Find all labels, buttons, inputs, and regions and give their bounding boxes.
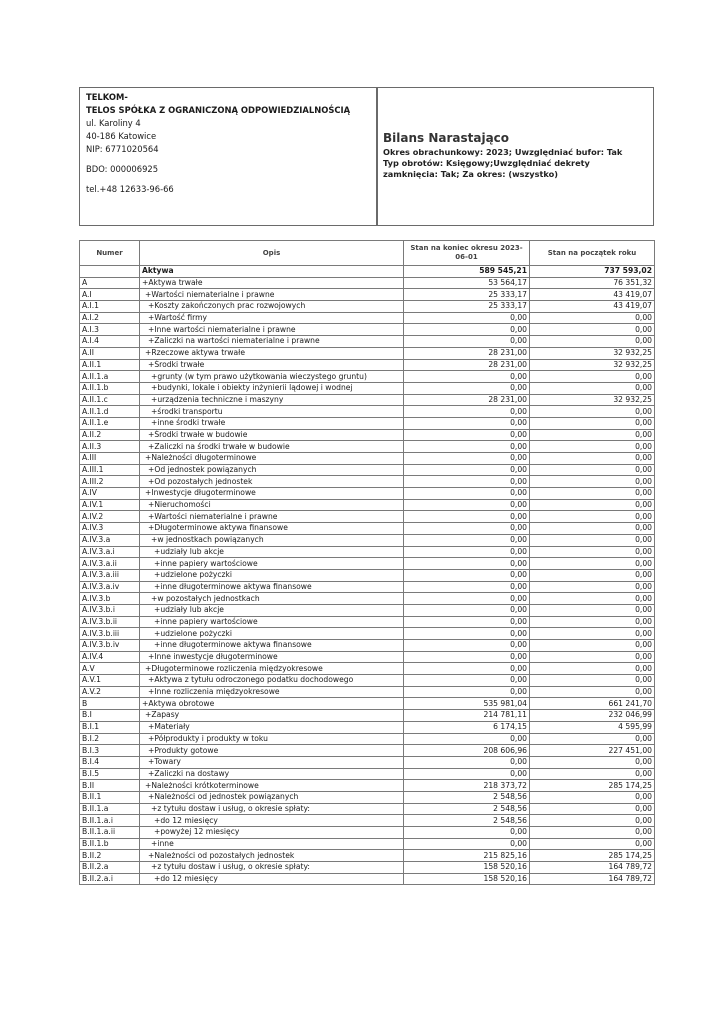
row-start-balance: 0,00 (530, 838, 655, 850)
row-end-balance: 0,00 (404, 581, 530, 593)
row-number: A.II.1 (80, 359, 140, 371)
row-description: +Zaliczki na środki trwałe w budowie (140, 441, 404, 453)
row-number: B.II.1.b (80, 838, 140, 850)
row-description: +budynki, lokale i obiekty inżynierii lądowej i wodnej (140, 382, 404, 394)
row-start-balance: 0,00 (530, 476, 655, 488)
row-start-balance: 0,00 (530, 815, 655, 827)
row-description: +Inne inwestycje długoterminowe (140, 651, 404, 663)
row-description: +Należności krótkoterminowe (140, 780, 404, 792)
row-description: +Wartość firmy (140, 312, 404, 324)
row-description: +Zapasy (140, 710, 404, 722)
row-description: +Od pozostałych jednostek (140, 476, 404, 488)
row-number: B.II.1.a.ii (80, 827, 140, 839)
row-end-balance: 214 781,11 (404, 710, 530, 722)
row-description: +do 12 miesięcy (140, 873, 404, 885)
row-start-balance: 0,00 (530, 581, 655, 593)
row-end-balance: 6 174,15 (404, 721, 530, 733)
table-row (80, 745, 655, 757)
header-end-balance: Stan na koniec okresu 2023-06-01 (404, 241, 530, 266)
row-description: +Nieruchomości (140, 499, 404, 511)
row-number: A.IV.3.a.iv (80, 581, 140, 593)
row-end-balance: 25 333,17 (404, 289, 530, 301)
row-number: A.II.1.c (80, 394, 140, 406)
report-param-line3: zamknięcia: Tak; Za okres: (wszystko) (383, 169, 559, 179)
row-start-balance: 0,00 (530, 593, 655, 605)
row-start-balance: 0,00 (530, 733, 655, 745)
row-end-balance: 0,00 (404, 733, 530, 745)
row-number: A (80, 277, 140, 289)
row-start-balance: 0,00 (530, 768, 655, 780)
row-start-balance: 0,00 (530, 803, 655, 815)
table-row (80, 768, 655, 780)
table-row (80, 581, 655, 593)
table-row (80, 371, 655, 383)
row-description: +Koszty zakończonych prac rozwojowych (140, 301, 404, 313)
row-end-balance: 0,00 (404, 429, 530, 441)
row-number: B.I.3 (80, 745, 140, 757)
row-description: +Zaliczki na dostawy (140, 768, 404, 780)
row-start-balance: 0,00 (530, 336, 655, 348)
row-description: +Aktywa obrotowe (140, 698, 404, 710)
row-start-balance: 0,00 (530, 511, 655, 523)
row-start-balance: 43 419,07 (530, 289, 655, 301)
row-number: A.I.1 (80, 301, 140, 313)
row-description: +Należności od jednostek powiązanych (140, 791, 404, 803)
row-number: A.V.1 (80, 675, 140, 687)
row-number: A.V.2 (80, 686, 140, 698)
table-row (80, 780, 655, 792)
row-description: +inne papiery wartościowe (140, 558, 404, 570)
row-start-balance: 0,00 (530, 488, 655, 500)
row-start-balance: 0,00 (530, 675, 655, 687)
table-row (80, 476, 655, 488)
row-description: +Długoterminowe aktywa finansowe (140, 523, 404, 535)
row-start-balance: 0,00 (530, 640, 655, 652)
row-end-balance: 0,00 (404, 511, 530, 523)
row-end-balance: 0,00 (404, 534, 530, 546)
row-end-balance: 0,00 (404, 663, 530, 675)
table-row (80, 815, 655, 827)
row-description: +Długoterminowe rozliczenia międzyokresowe (140, 663, 404, 675)
row-description: +do 12 miesięcy (140, 815, 404, 827)
table-row (80, 534, 655, 546)
row-end-balance: 0,00 (404, 453, 530, 465)
report-info-box (377, 87, 654, 226)
header-start-balance: Stan na początek roku (530, 241, 655, 266)
row-end-balance: 2 548,56 (404, 791, 530, 803)
row-end-balance: 0,00 (404, 558, 530, 570)
row-description: +z tytułu dostaw i usług, o okresie spłaty: (140, 862, 404, 874)
row-description: +Środki trwałe w budowie (140, 429, 404, 441)
row-start-balance: 164 789,72 (530, 862, 655, 874)
table-row (80, 733, 655, 745)
row-end-balance: 158 520,16 (404, 862, 530, 874)
row-number: A.IV.3.a.ii (80, 558, 140, 570)
row-description: +środki transportu (140, 406, 404, 418)
row-description: +inne długoterminowe aktywa finansowe (140, 581, 404, 593)
row-start-balance: 0,00 (530, 628, 655, 640)
table-row (80, 464, 655, 476)
row-end-balance: 0,00 (404, 476, 530, 488)
row-end-balance: 0,00 (404, 312, 530, 324)
row-end-balance: 28 231,00 (404, 359, 530, 371)
row-description: Aktywa (140, 266, 404, 278)
row-number: A.III.2 (80, 476, 140, 488)
table-row (80, 546, 655, 558)
row-number: A.IV.4 (80, 651, 140, 663)
row-start-balance: 285 174,25 (530, 780, 655, 792)
row-number: A.IV.3.b.iv (80, 640, 140, 652)
company-name-line2: TELOS SPÓŁKA Z OGRANICZONĄ ODPOWIEDZIALNOŚCIĄ (86, 105, 351, 115)
row-number: B (80, 698, 140, 710)
table-body (80, 266, 655, 885)
row-start-balance: 0,00 (530, 604, 655, 616)
row-start-balance: 0,00 (530, 756, 655, 768)
row-start-balance: 0,00 (530, 417, 655, 429)
row-end-balance: 0,00 (404, 616, 530, 628)
row-end-balance: 215 825,16 (404, 850, 530, 862)
row-number: A.II (80, 347, 140, 359)
table-row (80, 569, 655, 581)
table-row (80, 873, 655, 885)
row-start-balance: 232 046,99 (530, 710, 655, 722)
row-start-balance: 0,00 (530, 558, 655, 570)
row-end-balance: 0,00 (404, 464, 530, 476)
row-start-balance: 32 932,25 (530, 347, 655, 359)
table-row (80, 862, 655, 874)
row-description: +udzielone pożyczki (140, 569, 404, 581)
report-title: Bilans Narastająco (383, 131, 510, 145)
row-number: A.I (80, 289, 140, 301)
row-number (80, 266, 140, 278)
row-number: A.II.3 (80, 441, 140, 453)
row-end-balance: 2 548,56 (404, 815, 530, 827)
header-numer: Numer (80, 241, 140, 266)
header-opis: Opis (140, 241, 404, 266)
row-end-balance: 0,00 (404, 651, 530, 663)
row-number: B.II.1.a (80, 803, 140, 815)
table-row (80, 616, 655, 628)
row-end-balance: 0,00 (404, 768, 530, 780)
row-end-balance: 0,00 (404, 756, 530, 768)
row-start-balance: 32 932,25 (530, 394, 655, 406)
row-description: +Towary (140, 756, 404, 768)
row-start-balance: 0,00 (530, 569, 655, 581)
row-start-balance: 164 789,72 (530, 873, 655, 885)
row-end-balance: 0,00 (404, 441, 530, 453)
row-end-balance: 0,00 (404, 523, 530, 535)
row-description: +udzielone pożyczki (140, 628, 404, 640)
table-row (80, 453, 655, 465)
table-row (80, 827, 655, 839)
company-street: ul. Karoliny 4 (86, 118, 141, 128)
row-start-balance: 0,00 (530, 464, 655, 476)
table-row (80, 266, 655, 278)
table-row (80, 324, 655, 336)
row-number: A.II.2 (80, 429, 140, 441)
row-number: A.IV.3.b.iii (80, 628, 140, 640)
row-description: +Aktywa trwałe (140, 277, 404, 289)
row-description: +Należności od pozostałych jednostek (140, 850, 404, 862)
table-row (80, 347, 655, 359)
table-header-row (80, 241, 655, 266)
row-number: A.IV.3 (80, 523, 140, 535)
row-description: +z tytułu dostaw i usług, o okresie spłaty: (140, 803, 404, 815)
row-number: B.II.2.a (80, 862, 140, 874)
row-description: +inne papiery wartościowe (140, 616, 404, 628)
table-row (80, 312, 655, 324)
row-number: B.I.2 (80, 733, 140, 745)
row-number: B.II.2.a.i (80, 873, 140, 885)
row-end-balance: 0,00 (404, 417, 530, 429)
row-description: +powyżej 12 miesięcy (140, 827, 404, 839)
table-row (80, 558, 655, 570)
row-description: +Środki trwałe (140, 359, 404, 371)
table-row (80, 277, 655, 289)
table-row (80, 359, 655, 371)
row-description: +Półprodukty i produkty w toku (140, 733, 404, 745)
row-description: +inne środki trwałe (140, 417, 404, 429)
row-number: A.I.4 (80, 336, 140, 348)
table-row (80, 756, 655, 768)
row-number: B.II.2 (80, 850, 140, 862)
row-end-balance: 0,00 (404, 827, 530, 839)
row-description: +urządzenia techniczne i maszyny (140, 394, 404, 406)
row-number: B.I.5 (80, 768, 140, 780)
row-start-balance: 0,00 (530, 406, 655, 418)
row-number: B.II.1 (80, 791, 140, 803)
table-row (80, 721, 655, 733)
row-number: B.I.1 (80, 721, 140, 733)
row-description: +Inwestycje długoterminowe (140, 488, 404, 500)
row-number: A.II.1.a (80, 371, 140, 383)
table-row (80, 289, 655, 301)
row-end-balance: 28 231,00 (404, 394, 530, 406)
row-end-balance: 0,00 (404, 406, 530, 418)
row-number: A.II.1.b (80, 382, 140, 394)
row-number: A.IV.3.b (80, 593, 140, 605)
table-row (80, 604, 655, 616)
row-end-balance: 0,00 (404, 336, 530, 348)
row-end-balance: 0,00 (404, 686, 530, 698)
row-description: +Inne wartości niematerialne i prawne (140, 324, 404, 336)
row-end-balance: 535 981,04 (404, 698, 530, 710)
row-end-balance: 28 231,00 (404, 347, 530, 359)
row-end-balance: 53 564,17 (404, 277, 530, 289)
table-row (80, 850, 655, 862)
row-description: +Wartości niematerialne i prawne (140, 511, 404, 523)
company-nip: NIP: 6771020564 (86, 144, 159, 154)
row-start-balance: 0,00 (530, 382, 655, 394)
row-start-balance: 0,00 (530, 686, 655, 698)
row-end-balance: 0,00 (404, 675, 530, 687)
row-number: A.II.1.d (80, 406, 140, 418)
table-row (80, 511, 655, 523)
table-row (80, 640, 655, 652)
row-end-balance: 0,00 (404, 499, 530, 511)
row-description: +udziały lub akcje (140, 546, 404, 558)
company-name-line1: TELKOM- (86, 92, 128, 102)
row-end-balance: 0,00 (404, 640, 530, 652)
row-start-balance: 285 174,25 (530, 850, 655, 862)
row-end-balance: 0,00 (404, 382, 530, 394)
row-start-balance: 76 351,32 (530, 277, 655, 289)
row-description: +Rzeczowe aktywa trwałe (140, 347, 404, 359)
table-row (80, 301, 655, 313)
row-number: A.IV.2 (80, 511, 140, 523)
table-row (80, 394, 655, 406)
row-number: A.V (80, 663, 140, 675)
row-number: B.II.1.a.i (80, 815, 140, 827)
company-phone: tel.+48 12633-96-66 (86, 184, 174, 194)
row-end-balance: 0,00 (404, 488, 530, 500)
company-city: 40-186 Katowice (86, 131, 157, 141)
row-number: A.III.1 (80, 464, 140, 476)
row-number: A.IV (80, 488, 140, 500)
row-end-balance: 208 606,96 (404, 745, 530, 757)
table-row (80, 628, 655, 640)
row-description: +grunty (w tym prawo użytkowania wieczystego gruntu) (140, 371, 404, 383)
row-description: +w jednostkach powiązanych (140, 534, 404, 546)
row-start-balance: 0,00 (530, 534, 655, 546)
report-parameters (383, 147, 647, 180)
report-param-line1: Okres obrachunkowy: 2023; Uwzględniać bufor: Tak (383, 147, 623, 157)
row-description: +Produkty gotowe (140, 745, 404, 757)
row-description: +Wartości niematerialne i prawne (140, 289, 404, 301)
row-start-balance: 0,00 (530, 441, 655, 453)
row-number: A.IV.3.a.iii (80, 569, 140, 581)
row-description: +Aktywa z tytułu odroczonego podatku dochodowego (140, 675, 404, 687)
row-description: +udziały lub akcje (140, 604, 404, 616)
company-bdo: BDO: 000006925 (86, 164, 159, 174)
row-number: A.I.3 (80, 324, 140, 336)
table-row (80, 417, 655, 429)
table-row (80, 499, 655, 511)
table-row (80, 406, 655, 418)
row-start-balance: 0,00 (530, 499, 655, 511)
table-row (80, 441, 655, 453)
row-end-balance: 0,00 (404, 569, 530, 581)
table-row (80, 791, 655, 803)
row-start-balance: 32 932,25 (530, 359, 655, 371)
company-info-box (79, 87, 377, 226)
row-description: +w pozostałych jednostkach (140, 593, 404, 605)
row-end-balance: 0,00 (404, 593, 530, 605)
row-end-balance: 0,00 (404, 628, 530, 640)
row-end-balance: 589 545,21 (404, 266, 530, 278)
table-row (80, 710, 655, 722)
table-row (80, 663, 655, 675)
table-row (80, 336, 655, 348)
row-start-balance: 0,00 (530, 791, 655, 803)
row-number: A.I.2 (80, 312, 140, 324)
row-number: B.I (80, 710, 140, 722)
row-number: A.IV.1 (80, 499, 140, 511)
row-number: A.III (80, 453, 140, 465)
row-start-balance: 0,00 (530, 616, 655, 628)
row-start-balance: 0,00 (530, 663, 655, 675)
row-description: +Materiały (140, 721, 404, 733)
row-description: +inne (140, 838, 404, 850)
row-number: B.II (80, 780, 140, 792)
row-start-balance: 0,00 (530, 651, 655, 663)
row-number: A.II.1.e (80, 417, 140, 429)
row-start-balance: 0,00 (530, 429, 655, 441)
row-start-balance: 661 241,70 (530, 698, 655, 710)
row-start-balance: 227 451,00 (530, 745, 655, 757)
row-end-balance: 0,00 (404, 604, 530, 616)
row-start-balance: 0,00 (530, 324, 655, 336)
row-end-balance: 0,00 (404, 324, 530, 336)
row-number: A.IV.3.a.i (80, 546, 140, 558)
table-row (80, 523, 655, 535)
table-row (80, 429, 655, 441)
row-end-balance: 218 373,72 (404, 780, 530, 792)
row-start-balance: 0,00 (530, 453, 655, 465)
report-param-line2: Typ obrotów: Księgowy;Uwzględniać dekrety (383, 158, 590, 168)
row-number: B.I.4 (80, 756, 140, 768)
row-start-balance: 43 419,07 (530, 301, 655, 313)
row-start-balance: 0,00 (530, 827, 655, 839)
row-description: +Należności długoterminowe (140, 453, 404, 465)
balance-table (79, 240, 655, 885)
row-start-balance: 737 593,02 (530, 266, 655, 278)
table-row (80, 651, 655, 663)
row-end-balance: 0,00 (404, 371, 530, 383)
row-end-balance: 0,00 (404, 546, 530, 558)
row-start-balance: 4 595,99 (530, 721, 655, 733)
table-row (80, 803, 655, 815)
row-start-balance: 0,00 (530, 312, 655, 324)
row-description: +Zaliczki na wartości niematerialne i prawne (140, 336, 404, 348)
row-start-balance: 0,00 (530, 371, 655, 383)
row-number: A.IV.3.a (80, 534, 140, 546)
row-description: +Od jednostek powiązanych (140, 464, 404, 476)
row-end-balance: 0,00 (404, 838, 530, 850)
table-row (80, 838, 655, 850)
row-number: A.IV.3.b.ii (80, 616, 140, 628)
row-end-balance: 25 333,17 (404, 301, 530, 313)
row-start-balance: 0,00 (530, 523, 655, 535)
table-row (80, 686, 655, 698)
row-description: +inne długoterminowe aktywa finansowe (140, 640, 404, 652)
row-end-balance: 2 548,56 (404, 803, 530, 815)
row-end-balance: 158 520,16 (404, 873, 530, 885)
table-row (80, 675, 655, 687)
row-number: A.IV.3.b.i (80, 604, 140, 616)
table-row (80, 593, 655, 605)
row-start-balance: 0,00 (530, 546, 655, 558)
table-row (80, 698, 655, 710)
table-row (80, 382, 655, 394)
row-description: +Inne rozliczenia międzyokresowe (140, 686, 404, 698)
table-row (80, 488, 655, 500)
